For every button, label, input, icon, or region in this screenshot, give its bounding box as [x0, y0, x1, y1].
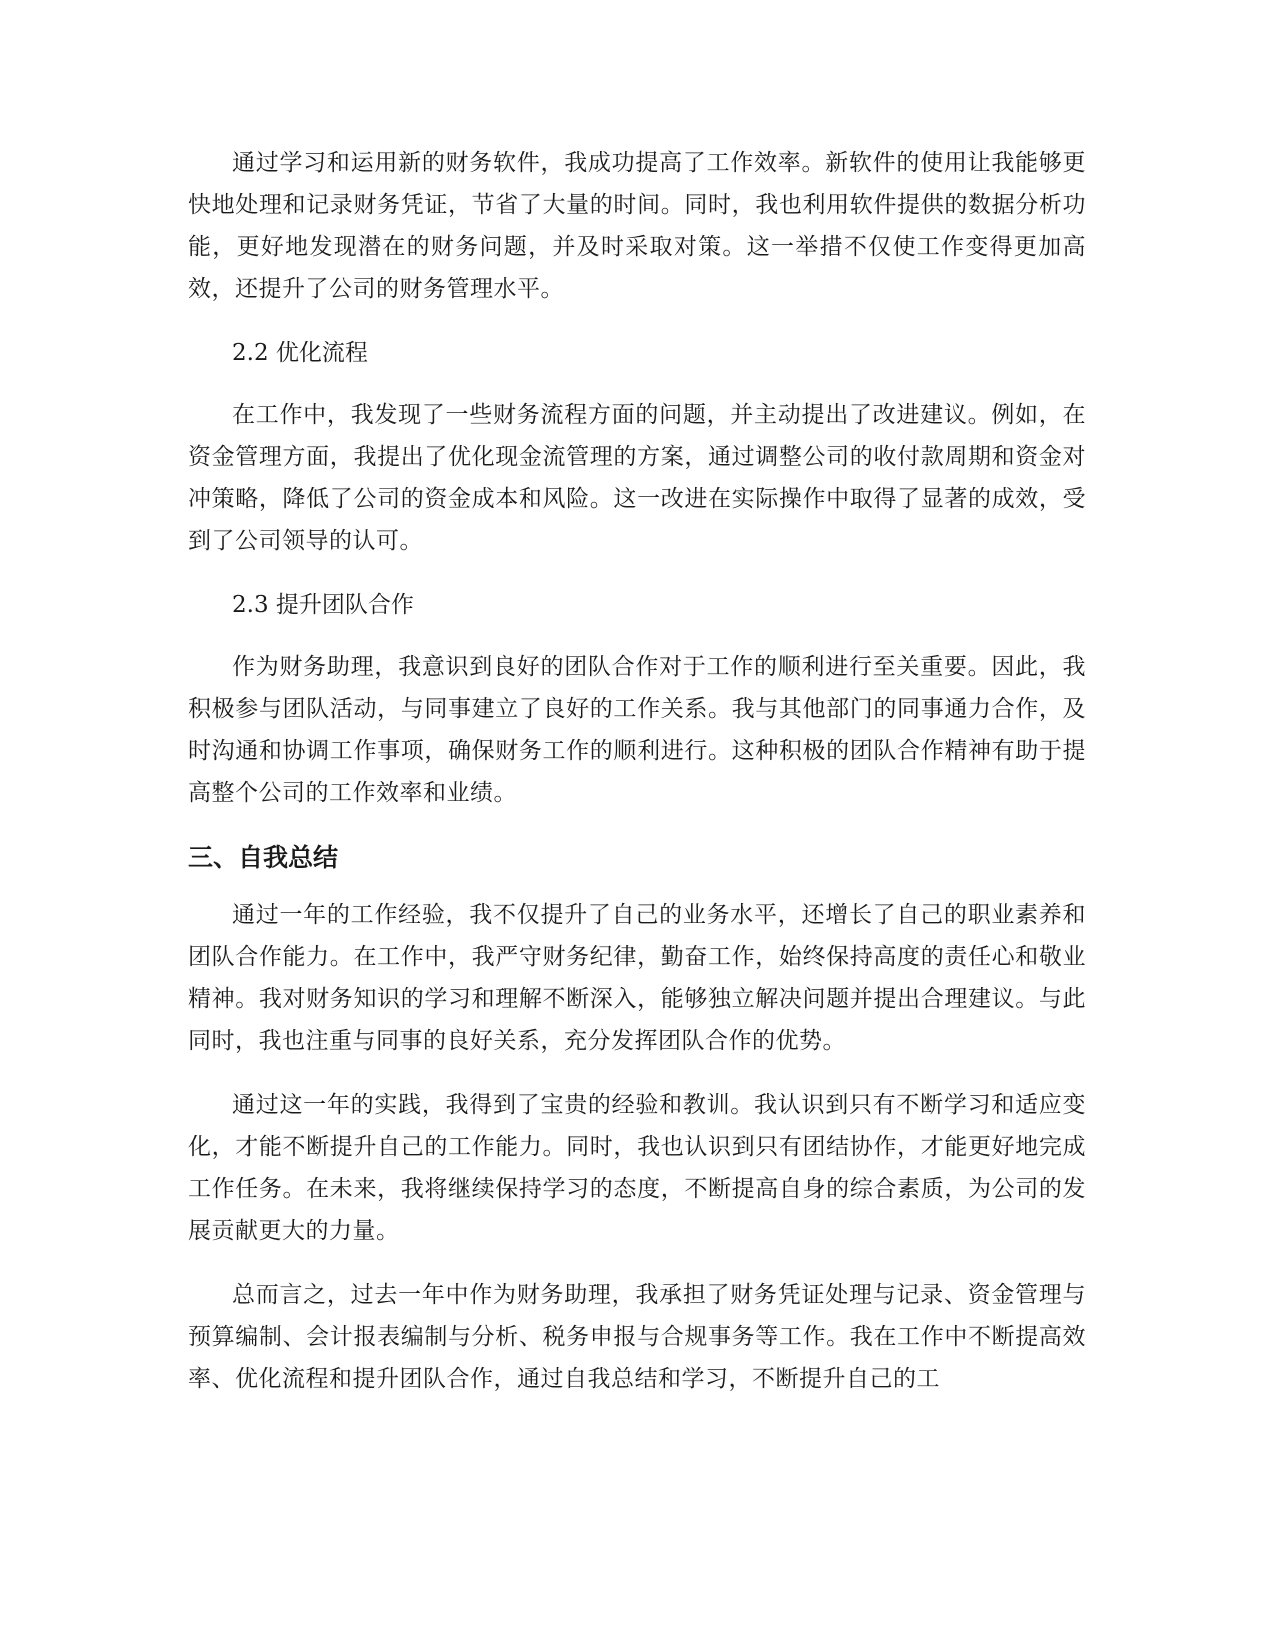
- document-page: [188, 142, 1086, 1422]
- paragraph-self-summary-2: 通过这一年的实践，我得到了宝贵的经验和教训。我认识到只有不断学习和适应变化，才能不断提升自己的工作能力。同时，我也认识到只有团结协作，才能更好地完成工作任务。在未来，我将继续保持学习的态度，不断提高自身的综合素质，为公司的发展贡献更大的力量。: [188, 1092, 1086, 1244]
- paragraph-self-summary-1: 通过一年的工作经验，我不仅提升了自己的业务水平，还增长了自己的职业素养和团队合作能力。在工作中，我严守财务纪律，勤奋工作，始终保持高度的责任心和敬业精神。我对财务知识的学习和理解不断深入，能够独立解决问题并提出合理建议。与此同时，我也注重与同事的良好关系，充分发挥团队合作的优势。: [188, 902, 1086, 1054]
- paragraph-conclusion: 总而言之，过去一年中作为财务助理，我承担了财务凭证处理与记录、资金管理与预算编制、会计报表编制与分析、税务申报与合规事务等工作。我在工作中不断提高效率、优化流程和提升团队合作，通过自我总结和学习，不断提升自己的工: [188, 1282, 1086, 1392]
- paragraph-team-cooperation: 作为财务助理，我意识到良好的团队合作对于工作的顺利进行至关重要。因此，我积极参与团队活动，与同事建立了良好的工作关系。我与其他部门的同事通力合作，及时沟通和协调工作事项，确保财务工作的顺利进行。这种积极的团队合作精神有助于提高整个公司的工作效率和业绩。: [188, 654, 1086, 806]
- section-title-self-summary: 三、自我总结: [188, 843, 339, 872]
- paragraph-optimize-process: 在工作中，我发现了一些财务流程方面的问题，并主动提出了改进建议。例如，在资金管理方面，我提出了优化现金流管理的方案，通过调整公司的收付款周期和资金对冲策略，降低了公司的资金成本和风险。这一改进在实际操作中取得了显著的成效，受到了公司领导的认可。: [188, 402, 1086, 554]
- subheading-team-cooperation: 2.3 提升团队合作: [232, 592, 414, 618]
- paragraph-software-efficiency: 通过学习和运用新的财务软件，我成功提高了工作效率。新软件的使用让我能够更快地处理和记录财务凭证，节省了大量的时间。同时，我也利用软件提供的数据分析功能，更好地发现潜在的财务问题，并及时采取对策。这一举措不仅使工作变得更加高效，还提升了公司的财务管理水平。: [188, 150, 1086, 302]
- subheading-optimize-process: 2.2 优化流程: [232, 340, 368, 366]
